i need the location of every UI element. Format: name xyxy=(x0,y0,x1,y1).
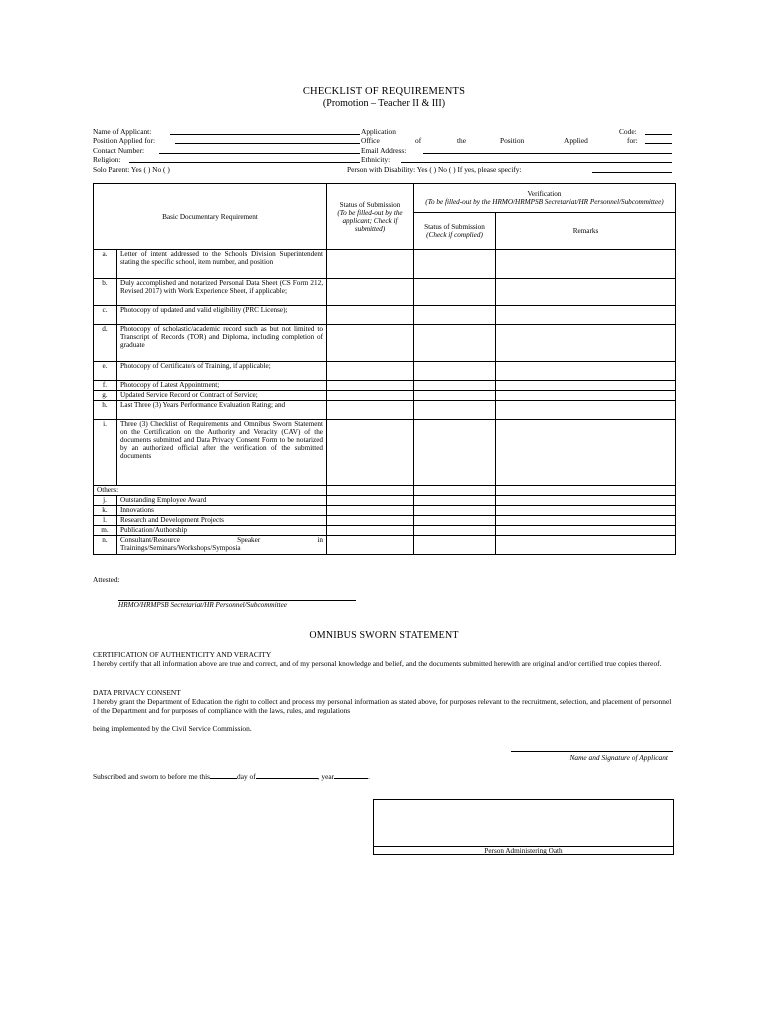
office-word-6: for: xyxy=(627,136,638,146)
verification-header xyxy=(414,184,676,213)
oath-box[interactable] xyxy=(373,799,674,855)
item-text: Consultant/Resource Speaker in Trainings/Seminars/Workshops/Symposia xyxy=(117,536,327,555)
table-row xyxy=(94,381,676,391)
applicant-status-cell[interactable] xyxy=(327,496,414,506)
item-text: Photocopy of scholastic/academic record such as but not limited to Transcript of Records (TOR) and Diploma, including completion of graduate xyxy=(117,325,327,362)
table-row xyxy=(94,401,676,420)
table-row xyxy=(94,362,676,381)
applicant-status-cell[interactable] xyxy=(327,420,414,486)
office-field[interactable] xyxy=(645,136,672,144)
sworn-day-field[interactable] xyxy=(210,771,237,779)
item-text: Letter of intent addressed to the Schools Division Superintendent stating the specific school, item number, and position xyxy=(117,250,327,279)
verifier-status-cell[interactable] xyxy=(414,250,496,279)
ethnicity-field[interactable] xyxy=(401,155,672,163)
applicant-status-cell[interactable] xyxy=(327,486,414,496)
item-text: Duly accomplished and notarized Personal Data Sheet (CS Form 212, Revised 2017) with Work Experience Sheet, if applicable; xyxy=(117,279,327,306)
sworn-end: . xyxy=(368,772,370,781)
item-letter: g. xyxy=(94,391,117,401)
omnibus-title: OMNIBUS SWORN STATEMENT xyxy=(309,630,459,641)
table-row xyxy=(94,526,676,536)
applicant-status-cell[interactable] xyxy=(327,516,414,526)
item-text: Last Three (3) Years Performance Evaluation Rating; and xyxy=(117,401,327,420)
item-text: Outstanding Employee Award xyxy=(117,496,327,506)
status-header-title: Status of Submission xyxy=(339,200,401,209)
sworn-prefix: Subscribed and sworn to before me this xyxy=(93,772,210,781)
remarks-cell[interactable] xyxy=(496,391,676,401)
remarks-cell[interactable] xyxy=(496,496,676,506)
applicant-status-cell[interactable] xyxy=(327,506,414,516)
table-row xyxy=(94,250,676,279)
applicant-status-cell[interactable] xyxy=(327,526,414,536)
item-letter: n. xyxy=(94,536,117,555)
table-row xyxy=(94,391,676,401)
info-row-solo-parent xyxy=(93,165,675,174)
privacy-body-continued: being implemented by the Civil Service Commission. xyxy=(93,724,252,733)
verification-status-note: (Check if complied) xyxy=(426,231,483,239)
item-text: Innovations xyxy=(117,506,327,516)
verifier-status-cell[interactable] xyxy=(414,486,496,496)
application-label: Application xyxy=(361,127,396,136)
remarks-cell[interactable] xyxy=(496,279,676,306)
item-text: Photocopy of updated and valid eligibility (PRC License); xyxy=(117,306,327,325)
applicant-signature-caption: Name and Signature of Applicant xyxy=(569,753,668,762)
info-row-religion xyxy=(93,155,675,164)
item-letter: j. xyxy=(94,496,117,506)
religion-field[interactable] xyxy=(129,155,360,163)
item-letter: b. xyxy=(94,279,117,306)
contact-label: Contact Number: xyxy=(93,145,145,155)
table-row xyxy=(94,306,676,325)
remarks-cell[interactable] xyxy=(496,420,676,486)
sworn-month-field[interactable] xyxy=(256,771,318,779)
position-field[interactable] xyxy=(175,136,360,144)
verifier-status-cell[interactable] xyxy=(414,325,496,362)
disability-label: Person with Disability: Yes ( ) No ( ) If yes, please specify: xyxy=(347,164,522,174)
item-text: Updated Service Record or Contract of Service; xyxy=(117,391,327,401)
verification-status-header xyxy=(414,213,496,250)
requirements-table xyxy=(93,183,676,555)
applicant-status-cell[interactable] xyxy=(327,362,414,381)
remarks-cell[interactable] xyxy=(496,325,676,362)
sworn-statement-line xyxy=(93,771,370,781)
verifier-status-cell[interactable] xyxy=(414,381,496,391)
item-letter: c. xyxy=(94,306,117,325)
verifier-status-cell[interactable] xyxy=(414,401,496,420)
office-word-5: Applied xyxy=(564,136,588,146)
applicant-status-cell[interactable] xyxy=(327,401,414,420)
item-letter: f. xyxy=(94,381,117,391)
remarks-cell[interactable] xyxy=(496,536,676,555)
remarks-cell[interactable] xyxy=(496,362,676,381)
code-field[interactable] xyxy=(645,127,672,135)
position-label: Position Applied for: xyxy=(93,136,156,146)
code-label: Code: xyxy=(619,127,637,136)
verifier-status-cell[interactable] xyxy=(414,526,496,536)
attested-label: Attested: xyxy=(93,575,120,584)
office-word-4: Position xyxy=(500,136,525,146)
verifier-status-cell[interactable] xyxy=(414,306,496,325)
certification-heading: CERTIFICATION OF AUTHENTICITY AND VERACITY xyxy=(93,650,272,659)
privacy-body: I hereby grant the Department of Education the right to collect and process my personal information as stated above, for purposes relevant to the recruitment, selection, and placement of personnel of the Department and for purposes of compliance with the laws, rules, and regulations xyxy=(93,697,672,716)
status-header xyxy=(327,184,414,250)
remarks-cell[interactable] xyxy=(496,381,676,391)
remarks-cell[interactable] xyxy=(496,306,676,325)
religion-label: Religion: xyxy=(93,155,121,165)
applicant-status-cell[interactable] xyxy=(327,391,414,401)
item-letter: d. xyxy=(94,325,117,362)
verification-status-title: Status of Submission xyxy=(424,223,485,231)
status-header-note: (To be filled-out by the applicant; Check if submitted) xyxy=(337,208,403,233)
sworn-day-label: day of xyxy=(237,772,256,781)
solo-parent-label: Solo Parent: Yes ( ) No ( ) xyxy=(93,164,170,174)
verifier-status-cell[interactable] xyxy=(414,420,496,486)
info-row-name xyxy=(93,127,675,136)
item-letter: l. xyxy=(94,516,117,526)
email-field[interactable] xyxy=(423,146,672,154)
applicant-info-section xyxy=(93,127,675,174)
applicant-status-cell[interactable] xyxy=(327,536,414,555)
applicant-status-cell[interactable] xyxy=(327,381,414,391)
item-letter: m. xyxy=(94,526,117,536)
item-letter: e. xyxy=(94,362,117,381)
verifier-status-cell[interactable] xyxy=(414,362,496,381)
table-row xyxy=(94,506,676,516)
applicant-status-cell[interactable] xyxy=(327,306,414,325)
remarks-cell[interactable] xyxy=(496,516,676,526)
verifier-status-cell[interactable] xyxy=(414,516,496,526)
sworn-comma: , xyxy=(317,772,320,781)
table-row xyxy=(94,420,676,486)
info-row-contact xyxy=(93,146,675,155)
table-row xyxy=(94,516,676,526)
others-label: Others: xyxy=(94,486,327,496)
document-title: CHECKLIST OF REQUIREMENTS xyxy=(302,86,466,97)
remarks-cell[interactable] xyxy=(496,506,676,516)
office-word-3: the xyxy=(457,136,467,146)
certification-body: I hereby certify that all information above are true and correct, and of my personal knowledge and belief, and the documents submitted herewith are original and/or certified true copies thereof. xyxy=(93,659,662,668)
item-text: Photocopy of Certificate/s of Training, if applicable; xyxy=(117,362,327,381)
verifier-status-cell[interactable] xyxy=(414,391,496,401)
remarks-cell[interactable] xyxy=(496,486,676,496)
disability-field[interactable] xyxy=(592,165,672,173)
name-label: Name of Applicant: xyxy=(93,127,152,136)
contact-field[interactable] xyxy=(159,146,360,154)
remarks-header: Remarks xyxy=(496,213,676,250)
item-text: Three (3) Checklist of Requirements and Omnibus Sworn Statement on the Certification on the Authority and Veracity (CAV) of the documents submitted and Data Privacy Consent Form to be notarized by an authorized official after the verification of the submitted documents xyxy=(117,420,327,486)
item-text: Publication/Authorship xyxy=(117,526,327,536)
name-field[interactable] xyxy=(170,127,360,135)
document-subtitle: (Promotion – Teacher II & III) xyxy=(322,98,446,109)
attestation-signatory: HRMO/HRMPSB Secretariat/HR Personnel/Subcommittee xyxy=(118,601,287,609)
remarks-cell[interactable] xyxy=(496,526,676,536)
oath-caption: Person Administering Oath xyxy=(484,847,563,855)
remarks-cell[interactable] xyxy=(496,401,676,420)
verifier-status-cell[interactable] xyxy=(414,536,496,555)
verifier-status-cell[interactable] xyxy=(414,506,496,516)
item-text: Photocopy of Latest Appointment; xyxy=(117,381,327,391)
office-word-2: of xyxy=(415,136,422,146)
applicant-signature-line[interactable] xyxy=(511,751,673,752)
verifier-status-cell[interactable] xyxy=(414,279,496,306)
office-word-1: Office xyxy=(361,136,380,146)
applicant-status-cell[interactable] xyxy=(327,325,414,362)
verifier-status-cell[interactable] xyxy=(414,496,496,506)
privacy-heading: DATA PRIVACY CONSENT xyxy=(93,688,181,697)
table-row xyxy=(94,325,676,362)
applicant-status-cell[interactable] xyxy=(327,279,414,306)
info-row-position xyxy=(93,136,675,145)
item-text: Research and Development Projects xyxy=(117,516,327,526)
email-label: Email Address: xyxy=(361,145,407,155)
item-letter: i. xyxy=(94,420,117,486)
requirement-header: Basic Documentary Requirement xyxy=(94,184,327,250)
others-row xyxy=(94,486,676,496)
sworn-year-field[interactable] xyxy=(334,771,368,779)
table-row xyxy=(94,536,676,555)
ethnicity-label: Ethnicity: xyxy=(361,155,391,165)
remarks-cell[interactable] xyxy=(496,250,676,279)
item-letter: k. xyxy=(94,506,117,516)
applicant-status-cell[interactable] xyxy=(327,250,414,279)
item-letter: a. xyxy=(94,250,117,279)
item-letter: h. xyxy=(94,401,117,420)
table-row xyxy=(94,496,676,506)
verification-header-note: (To be filled-out by the HRMO/HRMPSB Secretariat/HR Personnel/Subcommittee) xyxy=(425,198,664,206)
table-row xyxy=(94,279,676,306)
sworn-year-label: year xyxy=(321,772,335,781)
verification-header-title: Verification xyxy=(527,190,562,198)
